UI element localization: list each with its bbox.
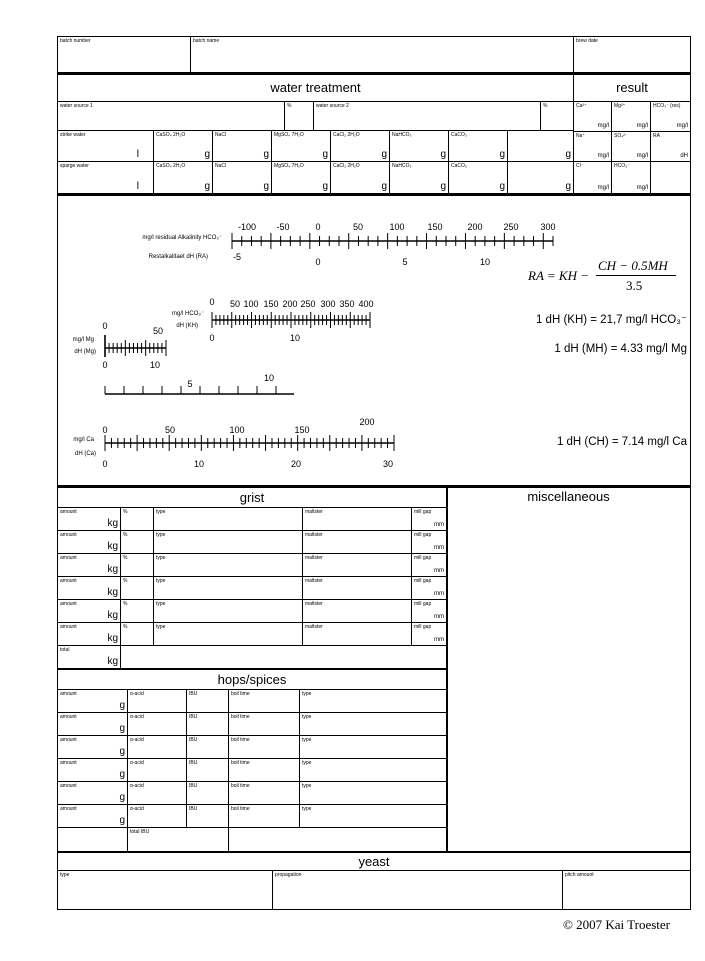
grist-pct-field[interactable] xyxy=(121,600,154,623)
ra-top-tick-label: 200 xyxy=(467,222,483,232)
hop-amount-field[interactable] xyxy=(58,713,128,736)
ra-top-tick-label: 300 xyxy=(540,222,556,232)
kg-unit: kg xyxy=(107,633,118,644)
ra-bottom-tick-label: -5 xyxy=(232,252,242,262)
mg-label-dh: dH (Mg) xyxy=(74,349,96,355)
ra-label-dh: Restalkalitaet dH (RA) xyxy=(148,254,208,260)
salt-label: CaSO₄ 2H₂O xyxy=(156,163,186,169)
boil-time-label: boil time xyxy=(231,737,250,743)
result-label: SO₄²⁻ xyxy=(614,133,628,139)
boil-time-label: boil time xyxy=(231,714,250,720)
ra-bottom-tick-label: 0 xyxy=(315,257,321,267)
grist-maltster-field[interactable] xyxy=(303,531,412,554)
gram-unit: g xyxy=(119,769,125,780)
gram-unit: g xyxy=(499,149,505,160)
type-label: type xyxy=(302,714,312,720)
hop-boil-time-field[interactable] xyxy=(229,759,300,782)
ca-top-tick-label: 100 xyxy=(229,425,245,435)
salt-label: NaCl xyxy=(215,132,227,138)
kh-bottom-tick-label: 0 xyxy=(209,333,215,343)
alpha-acid-label: α-acid xyxy=(130,737,144,743)
hop-boil-time-field[interactable] xyxy=(229,690,300,713)
salt-label: CaSO₄ 2H₂O xyxy=(156,132,186,138)
mill-gap-label: mill gap xyxy=(414,601,432,607)
salt-label: CaCO₃ xyxy=(451,132,467,138)
hop-ibu-field[interactable] xyxy=(187,805,229,828)
gram-unit: g xyxy=(119,746,125,757)
hop-type-field[interactable] xyxy=(300,690,446,713)
gram-unit: g xyxy=(119,792,125,803)
hop-boil-time-field[interactable] xyxy=(229,782,300,805)
alpha-acid-label: α-acid xyxy=(130,691,144,697)
mill-gap-label: mill gap xyxy=(414,624,432,630)
alpha-acid-label: α-acid xyxy=(130,806,144,812)
grist-mill-gap-field[interactable] xyxy=(412,600,446,623)
yeast-pitch-amount-label: pitch amount xyxy=(565,872,594,878)
mm-unit: mm xyxy=(434,522,444,528)
ra-top-tick-label: -50 xyxy=(276,222,290,232)
mg-top-tick-label: 50 xyxy=(152,326,164,336)
mill-gap-label: mill gap xyxy=(414,509,432,515)
kg-unit: kg xyxy=(107,518,118,529)
ra-top-tick-label: 100 xyxy=(389,222,405,232)
kh-label-mg: mg/l HCO₃⁻ xyxy=(172,311,204,317)
misc-title: miscellaneous xyxy=(527,489,610,504)
gram-unit: g xyxy=(263,149,269,160)
result-unit: mg/l xyxy=(597,123,609,129)
brew-date-label: brew date xyxy=(576,38,598,44)
maltster-label: maltster xyxy=(305,578,323,584)
hop-ibu-field[interactable] xyxy=(187,713,229,736)
ra-top-tick-label: 0 xyxy=(315,222,321,232)
result-label: Ca²⁺ xyxy=(576,103,587,109)
amount-label: amount xyxy=(60,578,77,584)
pct-label: % xyxy=(287,103,292,109)
mm-unit: mm xyxy=(434,568,444,574)
grist-mill-gap-field[interactable] xyxy=(412,577,446,600)
hop-amount-field[interactable] xyxy=(58,782,128,805)
ibu-label: IBU xyxy=(189,760,198,766)
gram-unit: g xyxy=(119,700,125,711)
gram-unit: g xyxy=(499,181,505,192)
grist-mill-gap-field[interactable] xyxy=(412,623,446,646)
plain-tick-label: 10 xyxy=(263,373,275,383)
yeast-pitch-amount-field[interactable] xyxy=(563,871,690,909)
grist-maltster-field[interactable] xyxy=(303,554,412,577)
boil-time-label: boil time xyxy=(231,691,250,697)
ca-top-tick-label: 0 xyxy=(102,425,108,435)
grist-type-field[interactable] xyxy=(154,577,303,600)
mill-gap-label: mill gap xyxy=(414,532,432,538)
gram-unit: g xyxy=(565,149,571,160)
grist-mill-gap-field[interactable] xyxy=(412,508,446,531)
amount-label: amount xyxy=(60,691,77,697)
ca-top-tick-label: 50 xyxy=(164,425,176,435)
type-label: type xyxy=(156,532,166,538)
amount-label: amount xyxy=(60,783,77,789)
amount-label: amount xyxy=(60,555,77,561)
batch-name-label: batch name xyxy=(193,38,220,44)
hop-amount-field[interactable] xyxy=(58,690,128,713)
hop-spacer[interactable] xyxy=(58,828,128,851)
grist-type-field[interactable] xyxy=(154,600,303,623)
hop-acid-field[interactable] xyxy=(128,782,187,805)
kg-unit: kg xyxy=(107,610,118,621)
amount-label: amount xyxy=(60,714,77,720)
result-unit: dH xyxy=(680,153,688,159)
result-unit: mg/l xyxy=(676,123,688,129)
hop-ibu-field[interactable] xyxy=(187,736,229,759)
mill-gap-label: mill gap xyxy=(414,555,432,561)
kg-unit: kg xyxy=(107,587,118,598)
grist-amount-field[interactable] xyxy=(58,508,121,531)
hop-acid-field[interactable] xyxy=(128,759,187,782)
mg-bottom-tick-label: 10 xyxy=(149,360,161,370)
copyright: © 2007 Kai Troester xyxy=(563,917,671,932)
grist-maltster-field[interactable] xyxy=(303,577,412,600)
grist-type-field[interactable] xyxy=(154,508,303,531)
strike-water-label: strike water xyxy=(60,132,86,138)
grist-maltster-field[interactable] xyxy=(303,600,412,623)
total-ibu-label: total IBU xyxy=(130,829,150,835)
ca-label-dh: dH (Ca) xyxy=(74,451,96,457)
sparge-water-label: sparge water xyxy=(60,163,89,169)
type-label: type xyxy=(302,783,312,789)
conversion-kh: 1 dH (KH) = 21,7 mg/l HCO₃⁻ xyxy=(535,314,687,326)
grist-pct-field[interactable] xyxy=(121,577,154,600)
type-label: type xyxy=(302,806,312,812)
hop-type-field[interactable] xyxy=(300,713,446,736)
ibu-label: IBU xyxy=(189,806,198,812)
ra-bottom-tick-label: 10 xyxy=(479,257,491,267)
kh-top-tick-label: 400 xyxy=(358,299,374,309)
type-label: type xyxy=(156,601,166,607)
kg-unit: kg xyxy=(107,564,118,575)
alpha-acid-label: α-acid xyxy=(130,714,144,720)
result-label: Cl⁻ xyxy=(576,163,584,169)
pct-label: % xyxy=(123,601,128,607)
formula-denominator: 3.5 xyxy=(626,278,643,293)
total-label: total xyxy=(60,647,70,653)
liter-unit: l xyxy=(136,149,139,160)
hop-boil-time-field[interactable] xyxy=(229,736,300,759)
salt-label: MgSO₄ 7H₂O xyxy=(274,163,304,169)
boil-time-label: boil time xyxy=(231,760,250,766)
kh-top-tick-label: 0 xyxy=(209,297,215,307)
result-label: Na⁺ xyxy=(576,133,586,139)
liter-unit: l xyxy=(136,181,139,192)
hop-amount-field[interactable] xyxy=(58,759,128,782)
grist-pct-field[interactable] xyxy=(121,623,154,646)
gram-unit: g xyxy=(322,149,328,160)
salt-label: CaCl₂ 2H₂O xyxy=(333,132,360,138)
type-label: type xyxy=(156,624,166,630)
ca-label-mg: mg/l Ca xyxy=(73,437,94,443)
mg-bottom-tick-label: 0 xyxy=(102,360,108,370)
yeast-title: yeast xyxy=(358,854,390,869)
pct-label: % xyxy=(123,555,128,561)
water-treatment-title: water treatment xyxy=(270,80,361,95)
kh-label-dh: dH (KH) xyxy=(176,323,198,329)
ra-top-tick-label: 150 xyxy=(427,222,443,232)
water-source-1-label: water source 1 xyxy=(60,103,93,109)
ibu-label: IBU xyxy=(189,737,198,743)
result-unit: mg/l xyxy=(636,185,648,191)
ca-bottom-tick-label: 0 xyxy=(102,459,108,469)
salt-label: NaHCO₃ xyxy=(392,132,412,138)
ca-bottom-tick-label: 10 xyxy=(193,459,205,469)
alpha-acid-label: α-acid xyxy=(130,760,144,766)
yeast-type-label: type xyxy=(60,872,70,878)
hop-amount-field[interactable] xyxy=(58,805,128,828)
ca-top-tick-label: 200 xyxy=(359,417,375,427)
hop-acid-field[interactable] xyxy=(128,736,187,759)
pct-label: % xyxy=(543,103,548,109)
ra-formula xyxy=(528,258,688,298)
hop-boil-time-field[interactable] xyxy=(229,805,300,828)
amount-label: amount xyxy=(60,509,77,515)
gram-unit: g xyxy=(263,181,269,192)
hops-header xyxy=(58,670,446,690)
ca-bottom-tick-label: 30 xyxy=(382,459,394,469)
kg-unit: kg xyxy=(107,656,118,667)
result-unit: mg/l xyxy=(597,185,609,191)
type-label: type xyxy=(156,509,166,515)
result-label: HCO₃⁻ (res) xyxy=(653,103,681,109)
maltster-label: maltster xyxy=(305,532,323,538)
hop-type-field[interactable] xyxy=(300,736,446,759)
grist-pct-field[interactable] xyxy=(121,554,154,577)
amount-label: amount xyxy=(60,760,77,766)
salt-label: MgSO₄ 7H₂O xyxy=(274,132,304,138)
formula-lhs: RA = KH − xyxy=(528,268,590,283)
type-label: type xyxy=(302,691,312,697)
hop-acid-field[interactable] xyxy=(128,713,187,736)
mm-unit: mm xyxy=(434,614,444,620)
salt-label: NaHCO₃ xyxy=(392,163,412,169)
hop-amount-field[interactable] xyxy=(58,736,128,759)
maltster-label: maltster xyxy=(305,509,323,515)
gram-unit: g xyxy=(119,723,125,734)
result-label: Mg²⁺ xyxy=(614,103,626,109)
gram-unit: g xyxy=(119,815,125,826)
salt-label: CaCl₂ 2H₂O xyxy=(333,163,360,169)
mm-unit: mm xyxy=(434,591,444,597)
pct-label: % xyxy=(123,578,128,584)
grist-type-field[interactable] xyxy=(154,554,303,577)
grist-mill-gap-field[interactable] xyxy=(412,531,446,554)
grist-amount-field[interactable] xyxy=(58,577,121,600)
ra-top-tick-label: -100 xyxy=(237,222,257,232)
mm-unit: mm xyxy=(434,545,444,551)
gram-unit: g xyxy=(204,181,210,192)
salt-label: NaCl xyxy=(215,163,227,169)
gram-unit: g xyxy=(204,149,210,160)
amount-label: amount xyxy=(60,624,77,630)
grist-type-field[interactable] xyxy=(154,623,303,646)
ra-label-mg: mg/l residual Alkalinity HCO₃⁻ xyxy=(142,235,222,241)
kh-top-tick-label: 50 xyxy=(229,299,241,309)
pct-label: % xyxy=(123,509,128,515)
gram-unit: g xyxy=(322,181,328,192)
grist-maltster-field[interactable] xyxy=(303,623,412,646)
total-ibu-field[interactable] xyxy=(128,828,229,851)
hop-ibu-field[interactable] xyxy=(187,782,229,805)
kh-top-tick-label: 200 xyxy=(282,299,298,309)
ibu-label: IBU xyxy=(189,783,198,789)
conversion-mh: 1 dH (MH) = 4.33 mg/l Mg xyxy=(554,343,687,355)
result-unit: mg/l xyxy=(636,153,648,159)
hop-type-field[interactable] xyxy=(300,759,446,782)
formula-numerator: CH − 0.5MH xyxy=(598,258,668,273)
grist-pct-field[interactable] xyxy=(121,531,154,554)
gram-unit: g xyxy=(440,149,446,160)
amount-label: amount xyxy=(60,601,77,607)
kh-top-tick-label: 300 xyxy=(320,299,336,309)
result-label: HCO₃⁻ xyxy=(614,163,630,169)
grist-pct-field[interactable] xyxy=(121,508,154,531)
result-title: result xyxy=(616,80,648,95)
yeast-propagation-field[interactable] xyxy=(273,871,563,909)
hop-acid-field[interactable] xyxy=(128,690,187,713)
hop-boil-time-field[interactable] xyxy=(229,713,300,736)
batch-number-label: batch number xyxy=(60,38,91,44)
boil-time-label: boil time xyxy=(231,806,250,812)
kh-bottom-tick-label: 10 xyxy=(289,333,301,343)
grist-amount-field[interactable] xyxy=(58,600,121,623)
result-unit: mg/l xyxy=(636,123,648,129)
ra-top-tick-label: 250 xyxy=(503,222,519,232)
pct-label: % xyxy=(123,624,128,630)
grist-type-field[interactable] xyxy=(154,531,303,554)
pct-label: % xyxy=(123,532,128,538)
amount-label: amount xyxy=(60,806,77,812)
mg-top-tick-label: 0 xyxy=(102,321,108,331)
result-label: RA xyxy=(653,133,660,139)
grist-amount-field[interactable] xyxy=(58,623,121,646)
maltster-label: maltster xyxy=(305,555,323,561)
yeast-header xyxy=(58,853,690,871)
kg-unit: kg xyxy=(107,541,118,552)
grist-amount-field[interactable] xyxy=(58,531,121,554)
grist-header xyxy=(58,488,446,508)
grist-amount-field[interactable] xyxy=(58,554,121,577)
ibu-label: IBU xyxy=(189,714,198,720)
ra-bottom-tick-label: 5 xyxy=(402,257,408,267)
amount-label: amount xyxy=(60,532,77,538)
plain-tick-label: 5 xyxy=(187,379,193,389)
hop-ibu-field[interactable] xyxy=(187,690,229,713)
hop-ibu-field[interactable] xyxy=(187,759,229,782)
gram-unit: g xyxy=(565,181,571,192)
kh-top-tick-label: 350 xyxy=(339,299,355,309)
type-label: type xyxy=(302,737,312,743)
kh-top-tick-label: 100 xyxy=(243,299,259,309)
gram-unit: g xyxy=(440,181,446,192)
grist-mill-gap-field[interactable] xyxy=(412,554,446,577)
formula-bar xyxy=(596,275,676,276)
type-label: type xyxy=(156,555,166,561)
grist-total-field[interactable] xyxy=(58,646,121,668)
grist-maltster-field[interactable] xyxy=(303,508,412,531)
hop-type-field[interactable] xyxy=(300,805,446,828)
salt-label: CaCO₃ xyxy=(451,163,467,169)
misc-box[interactable] xyxy=(446,486,691,852)
ca-bottom-tick-label: 20 xyxy=(290,459,302,469)
type-label: type xyxy=(156,578,166,584)
hops-title: hops/spices xyxy=(217,672,287,687)
gram-unit: g xyxy=(381,181,387,192)
hop-acid-field[interactable] xyxy=(128,805,187,828)
gram-unit: g xyxy=(381,149,387,160)
kh-top-tick-label: 150 xyxy=(263,299,279,309)
maltster-label: maltster xyxy=(305,624,323,630)
water-source-2-label: water source 2 xyxy=(316,103,349,109)
yeast-type-field[interactable] xyxy=(58,871,273,909)
conversion-ch: 1 dH (CH) = 7.14 mg/l Ca xyxy=(556,436,687,448)
mill-gap-label: mill gap xyxy=(414,578,432,584)
mg-label-mg: mg/l Mg xyxy=(72,337,94,343)
amount-label: amount xyxy=(60,737,77,743)
alpha-acid-label: α-acid xyxy=(130,783,144,789)
yeast-propagation-label: propagation xyxy=(275,872,302,878)
type-label: type xyxy=(302,760,312,766)
ibu-label: IBU xyxy=(189,691,198,697)
result-unit: mg/l xyxy=(597,153,609,159)
hop-type-field[interactable] xyxy=(300,782,446,805)
kh-top-tick-label: 250 xyxy=(300,299,316,309)
ca-top-tick-label: 150 xyxy=(294,425,310,435)
mm-unit: mm xyxy=(434,637,444,643)
grist-title: grist xyxy=(239,490,265,505)
ra-top-tick-label: 50 xyxy=(352,222,364,232)
boil-time-label: boil time xyxy=(231,783,250,789)
maltster-label: maltster xyxy=(305,601,323,607)
